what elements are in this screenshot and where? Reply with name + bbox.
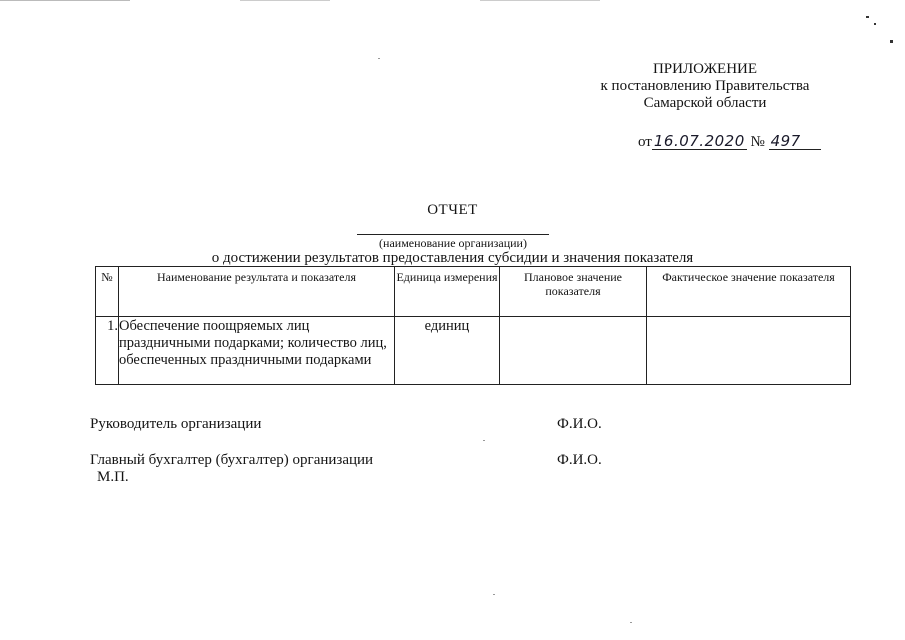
appendix-line-1: к постановлению Правительства: [600, 78, 810, 94]
scan-edge-line: [240, 0, 330, 1]
table-row: [96, 317, 851, 385]
decree-number-label: №: [750, 134, 765, 150]
decree-date-handwritten: 16.07.2020: [653, 132, 745, 150]
row-number: 1.: [96, 317, 119, 385]
row-actual-value: [647, 317, 851, 385]
table-header-row: [96, 267, 851, 317]
stamp-place-label: М.П.: [97, 469, 129, 485]
scan-speck: [493, 594, 495, 595]
row-result-name: Обеспечение поощряемых лиц праздничными подарками; количество лиц, обеспеченных праздничными подарками: [119, 317, 395, 385]
appendix-header: [560, 61, 850, 112]
scan-speck: [483, 440, 485, 441]
head-fio-label: Ф.И.О.: [557, 416, 602, 432]
scan-speck: [378, 58, 380, 59]
scan-edge-line: [480, 0, 600, 1]
decree-reference: [638, 131, 821, 153]
header-number: №: [96, 267, 119, 317]
header-actual-value: Фактическое значение показателя: [647, 267, 851, 317]
appendix-title: ПРИЛОЖЕНИЕ: [652, 61, 758, 77]
scan-speck: [630, 622, 632, 623]
scan-speck: [874, 23, 876, 25]
appendix-line-2: Самарской области: [643, 95, 767, 111]
scan-edge-line: [0, 0, 130, 1]
head-of-organization-label: Руководитель организации: [90, 416, 262, 432]
decree-number-handwritten: 497: [769, 133, 821, 150]
scan-speck: [866, 16, 869, 18]
report-title: ОТЧЕТ: [427, 202, 478, 218]
org-name-underline: [357, 234, 549, 235]
org-name-caption: (наименование организации): [379, 236, 527, 250]
row-unit: единиц: [395, 317, 500, 385]
results-table: [95, 266, 851, 385]
chief-accountant-label: Главный бухгалтер (бухгалтер) организации: [90, 452, 374, 468]
header-unit: Единица измерения: [395, 267, 500, 317]
decree-from-label: от: [638, 134, 652, 150]
row-planned-value: [500, 317, 647, 385]
accountant-fio-label: Ф.И.О.: [557, 452, 602, 468]
scan-speck: [890, 40, 893, 43]
header-result-name: Наименование результата и показателя: [119, 267, 395, 317]
report-subtitle: о достижении результатов предоставления субсидии и значения показателя: [211, 250, 694, 266]
header-planned-value: Плановое значение показателя: [500, 267, 647, 317]
